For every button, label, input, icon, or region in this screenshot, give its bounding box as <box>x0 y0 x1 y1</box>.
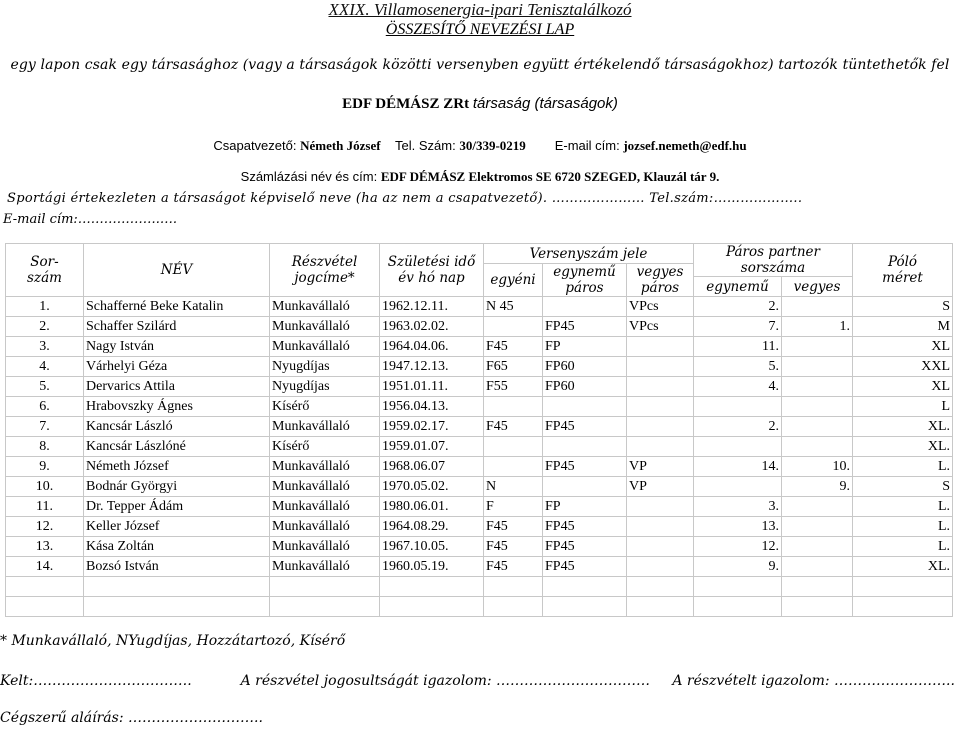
table-row <box>6 417 953 437</box>
jogcim-legend: * Munkavállaló, NYugdíjas, Hozzátartozó, Kísérő <box>0 633 346 649</box>
table-row <box>6 377 953 397</box>
cell-vegyes-paros <box>627 597 694 617</box>
cell-nev <box>84 577 270 597</box>
cell-partner-egynemu <box>694 477 782 497</box>
cell-polo: XL <box>853 377 953 397</box>
cell-reszvetel: Munkavállaló <box>270 337 380 357</box>
cell-szuletesi: 1980.06.01. <box>380 497 484 517</box>
cell-reszvetel: Munkavállaló <box>270 317 380 337</box>
representative-line: Sportági értekezleten a társaságot képviselő neve (ha az nem a csapatvezető). ………………… Tel.szám:……………….. <box>7 191 803 206</box>
cell-reszvetel: Nyugdíjas <box>270 357 380 377</box>
cell-polo: XL. <box>853 557 953 577</box>
cell-partner-egynemu <box>694 597 782 617</box>
cell-sorszam: 8. <box>6 437 84 457</box>
cell-sorszam: 4. <box>6 357 84 377</box>
cell-szuletesi: 1956.04.13. <box>380 397 484 417</box>
header-partner-vegyes: vegyes <box>782 277 853 297</box>
cell-reszvetel: Munkavállaló <box>270 517 380 537</box>
cell-sorszam: 14. <box>6 557 84 577</box>
cell-polo <box>853 577 953 597</box>
cell-partner-egynemu: 9. <box>694 557 782 577</box>
cell-partner-egynemu: 11. <box>694 337 782 357</box>
cell-egyeni: N <box>484 477 543 497</box>
cell-egynemu-paros: FP45 <box>543 537 627 557</box>
cell-egyeni <box>484 437 543 457</box>
cell-partner-vegyes <box>782 597 853 617</box>
cell-nev: Keller József <box>84 517 270 537</box>
cell-partner-vegyes: 10. <box>782 457 853 477</box>
table-row <box>6 397 953 417</box>
table-row <box>6 437 953 457</box>
cell-partner-egynemu: 2. <box>694 297 782 317</box>
cell-reszvetel: Munkavállaló <box>270 497 380 517</box>
cell-egyeni: F45 <box>484 417 543 437</box>
cell-nev: Kása Zoltán <box>84 537 270 557</box>
contact-line <box>0 138 960 154</box>
cell-partner-vegyes <box>782 297 853 317</box>
cell-egynemu-paros <box>543 577 627 597</box>
leader-name: Németh József <box>300 138 381 153</box>
cell-reszvetel: Munkavállaló <box>270 537 380 557</box>
cell-egynemu-paros <box>543 297 627 317</box>
cell-nev: Schafferné Beke Katalin <box>84 297 270 317</box>
cell-nev: Kancsár Lászlóné <box>84 437 270 457</box>
company-line <box>0 95 960 113</box>
form-subtitle: ÖSSZESÍTŐ NEVEZÉSI LAP <box>385 21 575 38</box>
jogosultsag-field: A részvétel jogosultságát igazolom: …………………………… <box>240 673 651 689</box>
cell-sorszam: 3. <box>6 337 84 357</box>
cell-vegyes-paros: VPcs <box>627 317 694 337</box>
billing-line <box>0 169 960 185</box>
cell-polo: S <box>853 297 953 317</box>
cell-partner-egynemu <box>694 437 782 457</box>
cell-szuletesi: 1967.10.05. <box>380 537 484 557</box>
cell-egynemu-paros: FP45 <box>543 517 627 537</box>
cell-vegyes-paros <box>627 557 694 577</box>
cell-partner-egynemu: 2. <box>694 417 782 437</box>
cell-nev: Németh József <box>84 457 270 477</box>
billing-label: Számlázási név és cím: <box>240 169 378 184</box>
cell-egynemu-paros <box>543 477 627 497</box>
header-paros-partner: Páros partner sorszáma <box>694 244 853 277</box>
cell-polo: L <box>853 397 953 417</box>
table-row <box>6 337 953 357</box>
cell-nev: Dervarics Attila <box>84 377 270 397</box>
header-versenyszam: Versenyszám jele <box>484 244 694 264</box>
cell-reszvetel: Munkavállaló <box>270 297 380 317</box>
cell-reszvetel: Kísérő <box>270 397 380 417</box>
company-suffix: társaság (társaságok) <box>472 95 618 112</box>
entries-table <box>5 243 953 617</box>
cell-nev: Kancsár László <box>84 417 270 437</box>
cell-vegyes-paros: VP <box>627 457 694 477</box>
cell-egynemu-paros: FP45 <box>543 317 627 337</box>
cell-partner-egynemu: 14. <box>694 457 782 477</box>
header-partner-egynemu: egynemű <box>694 277 782 297</box>
cell-partner-vegyes: 9. <box>782 477 853 497</box>
cell-nev: Bozsó István <box>84 557 270 577</box>
cell-szuletesi: 1951.01.11. <box>380 377 484 397</box>
cell-polo: L. <box>853 537 953 557</box>
cell-egynemu-paros <box>543 597 627 617</box>
cell-partner-egynemu: 3. <box>694 497 782 517</box>
cell-polo: S <box>853 477 953 497</box>
header-reszvetel: Részvétel jogcíme* <box>270 244 380 297</box>
cell-egyeni <box>484 317 543 337</box>
cell-vegyes-paros: VPcs <box>627 297 694 317</box>
cell-nev: Hrabovszky Ágnes <box>84 397 270 417</box>
cell-partner-egynemu: 4. <box>694 377 782 397</box>
table-row <box>6 457 953 477</box>
billing-value: EDF DÉMÁSZ Elektromos SE 6720 SZEGED, Klauzál tár 9. <box>380 169 720 184</box>
cell-vegyes-paros: VP <box>627 477 694 497</box>
cell-sorszam: 5. <box>6 377 84 397</box>
table-row <box>6 477 953 497</box>
header-egynemu-paros: egynemű páros <box>543 264 627 297</box>
cell-vegyes-paros <box>627 357 694 377</box>
header-polo: Póló méret <box>853 244 953 297</box>
cell-egynemu-paros: FP45 <box>543 417 627 437</box>
cell-partner-vegyes <box>782 357 853 377</box>
cell-reszvetel: Munkavállaló <box>270 557 380 577</box>
cell-vegyes-paros <box>627 577 694 597</box>
cell-egyeni: F45 <box>484 517 543 537</box>
representative-email: E-mail cím:……………….…. <box>3 212 178 227</box>
cell-reszvetel <box>270 577 380 597</box>
cell-egyeni: F65 <box>484 357 543 377</box>
cell-partner-vegyes <box>782 417 853 437</box>
cell-szuletesi <box>380 597 484 617</box>
cell-sorszam <box>6 597 84 617</box>
cell-reszvetel: Kísérő <box>270 437 380 457</box>
cell-egyeni <box>484 457 543 477</box>
cell-nev: Bodnár Györgyi <box>84 477 270 497</box>
table-row <box>6 497 953 517</box>
cell-szuletesi <box>380 577 484 597</box>
cell-szuletesi: 1964.04.06. <box>380 337 484 357</box>
cell-szuletesi: 1960.05.19. <box>380 557 484 577</box>
cell-nev: Várhelyi Géza <box>84 357 270 377</box>
cell-vegyes-paros <box>627 337 694 357</box>
cell-egyeni: F45 <box>484 537 543 557</box>
table-row <box>6 597 953 617</box>
email-label: E-mail cím: <box>554 138 620 153</box>
table-header-row-1 <box>6 244 953 264</box>
cell-szuletesi: 1968.06.07 <box>380 457 484 477</box>
cell-polo <box>853 597 953 617</box>
cell-egyeni: F55 <box>484 377 543 397</box>
company-name: EDF DÉMÁSZ ZRt <box>342 96 470 112</box>
cell-sorszam: 12. <box>6 517 84 537</box>
cell-partner-egynemu: 5. <box>694 357 782 377</box>
cell-polo: L. <box>853 497 953 517</box>
cell-polo: XL <box>853 337 953 357</box>
cell-egynemu-paros: FP <box>543 497 627 517</box>
cell-szuletesi: 1947.12.13. <box>380 357 484 377</box>
cell-szuletesi: 1970.05.02. <box>380 477 484 497</box>
cell-partner-vegyes: 1. <box>782 317 853 337</box>
header-nev: NÉV <box>84 244 270 297</box>
cell-partner-vegyes <box>782 437 853 457</box>
leader-label: Csapatvezető: <box>213 138 297 153</box>
cell-nev: Schaffer Szilárd <box>84 317 270 337</box>
cell-partner-egynemu: 7. <box>694 317 782 337</box>
cell-partner-vegyes <box>782 377 853 397</box>
cell-egyeni: F45 <box>484 337 543 357</box>
cell-sorszam: 2. <box>6 317 84 337</box>
cell-reszvetel <box>270 597 380 617</box>
kelt-field: Kelt:……………………………. <box>0 673 192 689</box>
table-row <box>6 557 953 577</box>
cell-nev <box>84 597 270 617</box>
cell-egyeni <box>484 397 543 417</box>
cell-vegyes-paros <box>627 417 694 437</box>
table-row <box>6 317 953 337</box>
cell-szuletesi: 1962.12.11. <box>380 297 484 317</box>
header-egyeni: egyéni <box>484 264 543 297</box>
cell-polo: L. <box>853 517 953 537</box>
cell-partner-vegyes <box>782 537 853 557</box>
cell-szuletesi: 1959.01.07. <box>380 437 484 457</box>
reszvetelt-field: A részvételt igazolom: …………………….. <box>672 673 955 689</box>
cell-egyeni: N 45 <box>484 297 543 317</box>
cell-vegyes-paros <box>627 437 694 457</box>
cell-egynemu-paros <box>543 397 627 417</box>
intro-text: egy lapon csak egy társasághoz (vagy a társaságok közötti versenyben együtt értékelendő társaságokhoz) tartozók tüntethetők fel <box>10 57 950 73</box>
cell-partner-vegyes <box>782 577 853 597</box>
cell-vegyes-paros <box>627 377 694 397</box>
cell-partner-vegyes <box>782 397 853 417</box>
table-row <box>6 357 953 377</box>
cell-egynemu-paros: FP60 <box>543 377 627 397</box>
cell-vegyes-paros <box>627 497 694 517</box>
cell-reszvetel: Munkavállaló <box>270 417 380 437</box>
cell-partner-egynemu: 12. <box>694 537 782 557</box>
email-value: jozsef.nemeth@edf.hu <box>623 138 747 153</box>
cell-vegyes-paros <box>627 537 694 557</box>
header-sorszam: Sor- szám <box>6 244 84 297</box>
phone-label: Tel. Szám: <box>395 138 456 153</box>
cell-sorszam: 13. <box>6 537 84 557</box>
event-title: XXIX. Villamosenergia-ipari Tenisztalálkozó <box>328 0 632 19</box>
cell-sorszam: 11. <box>6 497 84 517</box>
cell-sorszam: 9. <box>6 457 84 477</box>
cell-reszvetel: Munkavállaló <box>270 457 380 477</box>
header-vegyes-paros: vegyes páros <box>627 264 694 297</box>
signature-line <box>0 673 955 689</box>
cell-egynemu-paros: FP <box>543 337 627 357</box>
cell-partner-egynemu: 13. <box>694 517 782 537</box>
table-row <box>6 297 953 317</box>
cell-polo: L. <box>853 457 953 477</box>
cell-szuletesi: 1964.08.29. <box>380 517 484 537</box>
cegszeru-alairas: Cégszerű aláírás: ……………………….. <box>0 710 263 726</box>
cell-polo: M <box>853 317 953 337</box>
cell-egyeni: F <box>484 497 543 517</box>
phone-value: 30/339-0219 <box>459 138 526 153</box>
cell-sorszam: 1. <box>6 297 84 317</box>
cell-partner-egynemu <box>694 397 782 417</box>
cell-sorszam: 10. <box>6 477 84 497</box>
cell-sorszam: 7. <box>6 417 84 437</box>
cell-vegyes-paros <box>627 517 694 537</box>
cell-reszvetel: Nyugdíjas <box>270 377 380 397</box>
cell-egynemu-paros: FP45 <box>543 557 627 577</box>
header-szuletesi: Születési idő év hó nap <box>380 244 484 297</box>
cell-sorszam: 6. <box>6 397 84 417</box>
cell-partner-vegyes <box>782 517 853 537</box>
cell-reszvetel: Munkavállaló <box>270 477 380 497</box>
cell-egynemu-paros: FP60 <box>543 357 627 377</box>
table-row <box>6 517 953 537</box>
table-row <box>6 577 953 597</box>
cell-nev: Nagy István <box>84 337 270 357</box>
cell-sorszam <box>6 577 84 597</box>
cell-egynemu-paros: FP45 <box>543 457 627 477</box>
cell-szuletesi: 1959.02.17. <box>380 417 484 437</box>
cell-egynemu-paros <box>543 437 627 457</box>
cell-polo: XL. <box>853 417 953 437</box>
cell-polo: XXL <box>853 357 953 377</box>
table-row <box>6 537 953 557</box>
cell-partner-vegyes <box>782 497 853 517</box>
cell-egyeni: F45 <box>484 557 543 577</box>
cell-polo: XL. <box>853 437 953 457</box>
cell-partner-egynemu <box>694 577 782 597</box>
cell-egyeni <box>484 597 543 617</box>
cell-egyeni <box>484 577 543 597</box>
cell-vegyes-paros <box>627 397 694 417</box>
cell-szuletesi: 1963.02.02. <box>380 317 484 337</box>
cell-partner-vegyes <box>782 337 853 357</box>
cell-nev: Dr. Tepper Ádám <box>84 497 270 517</box>
cell-partner-vegyes <box>782 557 853 577</box>
